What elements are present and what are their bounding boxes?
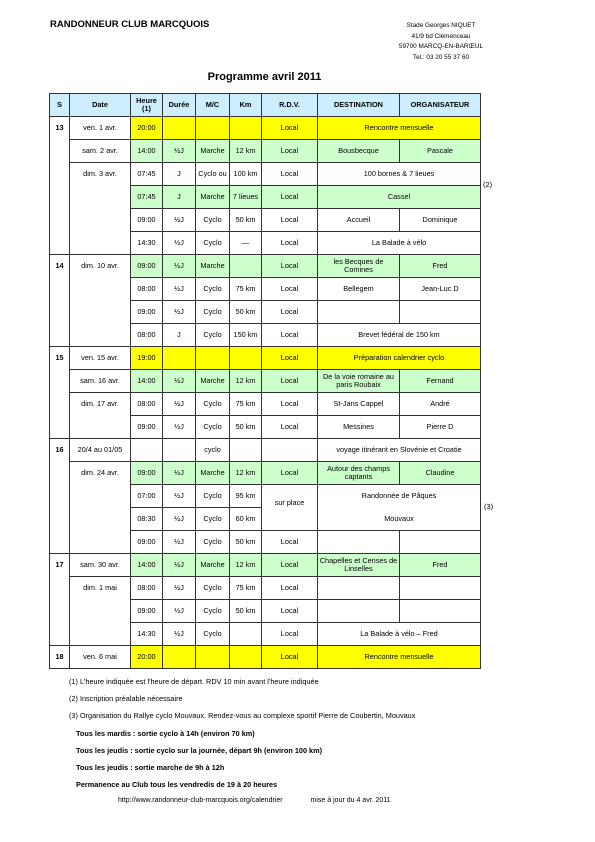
km-cell: 150 km (230, 324, 262, 347)
table-row (50, 623, 481, 646)
rdv-cell: Local (262, 278, 318, 301)
km-cell: 75 km (230, 393, 262, 416)
km-cell (230, 347, 262, 370)
mc-cell: Cyclo (196, 209, 230, 232)
date-cell: dim. 1 mai (70, 577, 131, 600)
rdv-cell: Local (262, 577, 318, 600)
mc-cell (196, 646, 230, 669)
table-row (50, 117, 481, 140)
organiser-cell (400, 600, 481, 623)
address-line: 59700 MARCQ-EN-BARŒUL (398, 43, 484, 50)
col-header: Date (70, 94, 131, 117)
rdv-cell: Local (262, 600, 318, 623)
week-cell (50, 278, 70, 301)
heure-cell (131, 439, 163, 462)
km-cell: 100 km (230, 163, 262, 186)
week-cell (50, 531, 70, 554)
organiser-cell: Pierre D (400, 416, 481, 439)
col-header: ORGANISATEUR (400, 94, 481, 117)
heure-cell: 08:30 (131, 508, 163, 531)
footnote: (2) Inscription préalable nécessaire (69, 694, 183, 703)
mc-cell: Cyclo ou (196, 163, 230, 186)
table-row (50, 186, 481, 209)
col-header: M/C (196, 94, 230, 117)
heure-cell: 19:00 (131, 347, 163, 370)
duree-cell: ½J (163, 485, 196, 508)
heure-cell: 08:00 (131, 324, 163, 347)
footer (118, 797, 417, 804)
duree-cell: ½J (163, 301, 196, 324)
mc-cell (196, 347, 230, 370)
rdv-cell: Local (262, 370, 318, 393)
table-row (50, 600, 481, 623)
week-cell (50, 393, 70, 416)
heure-cell: 09:00 (131, 255, 163, 278)
week-cell (50, 186, 70, 209)
week-cell: 17 (50, 554, 70, 577)
table-row (50, 301, 481, 324)
destination-cell: Accueil (318, 209, 400, 232)
week-cell (50, 370, 70, 393)
km-cell: 75 km (230, 278, 262, 301)
organiser-cell: Dominique (400, 209, 481, 232)
table-row (50, 393, 481, 416)
duree-cell: ½J (163, 462, 196, 485)
mc-cell: Marche (196, 255, 230, 278)
duree-cell: J (163, 324, 196, 347)
destination-cell: Mouvaux (318, 508, 481, 531)
mc-cell: Cyclo (196, 393, 230, 416)
week-cell (50, 140, 70, 163)
km-cell: 75 km (230, 577, 262, 600)
km-cell: — (230, 232, 262, 255)
km-cell (230, 439, 262, 462)
duree-cell: ½J (163, 278, 196, 301)
rdv-cell: Local (262, 646, 318, 669)
km-cell: 12 km (230, 462, 262, 485)
mc-cell: Cyclo (196, 485, 230, 508)
organiser-cell: André (400, 393, 481, 416)
duree-cell (163, 117, 196, 140)
table-header-row (50, 94, 481, 117)
heure-cell: 08:00 (131, 278, 163, 301)
programme-table (49, 93, 481, 669)
duree-cell: ½J (163, 232, 196, 255)
mc-cell: Cyclo (196, 508, 230, 531)
col-header: Km (230, 94, 262, 117)
mc-cell: Cyclo (196, 416, 230, 439)
rdv-cell: Local (262, 117, 318, 140)
address-line: Stade Georges NIQUET (406, 22, 476, 29)
schedule-line: Tous les jeudis : sortie marche de 9h à 12h (76, 763, 225, 772)
week-cell: 15 (50, 347, 70, 370)
table-row (50, 163, 481, 186)
week-cell (50, 232, 70, 255)
destination-cell (318, 577, 400, 600)
col-header: S (50, 94, 70, 117)
rdv-cell (262, 439, 318, 462)
mc-cell: Cyclo (196, 278, 230, 301)
col-header: Heure (1) (131, 94, 163, 117)
duree-cell (163, 439, 196, 462)
heure-cell: 09:00 (131, 531, 163, 554)
date-cell (70, 324, 131, 347)
date-cell (70, 232, 131, 255)
update-date: mise à jour du 4 avr. 2011 (310, 797, 391, 804)
side-note: (2) (483, 180, 493, 189)
table-row (50, 646, 481, 669)
week-cell (50, 209, 70, 232)
destination-cell: 100 bornes & 7 lieues (318, 163, 481, 186)
rdv-cell: Local (262, 186, 318, 209)
destination-cell: Autour des champs captants (318, 462, 400, 485)
destination-cell: Cassel (318, 186, 481, 209)
heure-cell: 07:00 (131, 485, 163, 508)
mc-cell: Marche (196, 554, 230, 577)
table-row (50, 255, 481, 278)
duree-cell: ½J (163, 531, 196, 554)
date-cell (70, 531, 131, 554)
duree-cell: ½J (163, 623, 196, 646)
heure-cell: 14:30 (131, 232, 163, 255)
km-cell: 12 km (230, 554, 262, 577)
rdv-cell: Local (262, 255, 318, 278)
km-cell: 50 km (230, 209, 262, 232)
destination-cell: Chapelles et Censes de Linselles (318, 554, 400, 577)
page-title: Programme avril 2011 (207, 71, 322, 83)
weekly-schedule (76, 725, 322, 793)
club-address (366, 21, 516, 63)
organiser-cell: Claudine (400, 462, 481, 485)
destination-cell: St-Jans Cappel (318, 393, 400, 416)
organiser-cell (400, 577, 481, 600)
mc-cell: Cyclo (196, 531, 230, 554)
date-cell: sam. 2 avr. (70, 140, 131, 163)
km-cell: 7 lieues (230, 186, 262, 209)
address-line: Tel.: 03 20 55 37 60 (412, 53, 470, 61)
heure-cell: 09:00 (131, 600, 163, 623)
mc-cell: Marche (196, 140, 230, 163)
date-cell: sam. 16 avr. (70, 370, 131, 393)
destination-cell: Bousbecque (318, 140, 400, 163)
km-cell: 50 km (230, 600, 262, 623)
km-cell: 50 km (230, 416, 262, 439)
table-row (50, 278, 481, 301)
date-cell: sam. 30 avr. (70, 554, 131, 577)
week-cell (50, 301, 70, 324)
organiser-cell (400, 531, 481, 554)
table-row (50, 577, 481, 600)
website-link[interactable]: http://www.randonneur-club-marcquois.org/calendrier (118, 797, 283, 804)
week-cell (50, 600, 70, 623)
date-cell (70, 301, 131, 324)
heure-cell: 20:00 (131, 117, 163, 140)
km-cell (230, 646, 262, 669)
organiser-cell: Fred (400, 554, 481, 577)
schedule-line: Tous les mardis : sortie cyclo à 14h (environ 70 km) (76, 729, 255, 738)
heure-cell: 08:00 (131, 393, 163, 416)
heure-cell: 14:00 (131, 140, 163, 163)
date-cell: ven. 15 avr. (70, 347, 131, 370)
duree-cell (163, 347, 196, 370)
duree-cell (163, 646, 196, 669)
rdv-cell: Local (262, 623, 318, 646)
week-cell (50, 508, 70, 531)
week-cell (50, 462, 70, 485)
organiser-cell: Fernand (400, 370, 481, 393)
heure-cell: 09:00 (131, 209, 163, 232)
week-cell: 13 (50, 117, 70, 140)
duree-cell: ½J (163, 209, 196, 232)
heure-cell: 08:00 (131, 577, 163, 600)
organiser-cell (400, 301, 481, 324)
mc-cell: Cyclo (196, 324, 230, 347)
destination-cell: La Balade à vélo – Fred (318, 623, 481, 646)
table-row (50, 232, 481, 255)
address-line: 41/9 bd Clémenceau (411, 32, 471, 40)
km-cell: 95 km (230, 485, 262, 508)
km-cell: 50 km (230, 531, 262, 554)
rdv-cell: Local (262, 209, 318, 232)
week-cell (50, 623, 70, 646)
organiser-cell: Jean-Luc D (400, 278, 481, 301)
rdv-cell: Local (262, 301, 318, 324)
duree-cell: ½J (163, 393, 196, 416)
mc-cell: Cyclo (196, 301, 230, 324)
destination-cell: Randonnée de Pâques (318, 485, 481, 508)
rdv-cell: Local (262, 462, 318, 485)
col-header: DESTINATION (318, 94, 400, 117)
date-cell (70, 600, 131, 623)
rdv-cell: sur place (262, 485, 318, 508)
duree-cell: J (163, 163, 196, 186)
date-cell: ven. 6 mai (70, 646, 131, 669)
duree-cell: ½J (163, 577, 196, 600)
km-cell (230, 623, 262, 646)
date-cell (70, 278, 131, 301)
mc-cell: Cyclo (196, 232, 230, 255)
mc-cell: Cyclo (196, 623, 230, 646)
km-cell: 12 km (230, 140, 262, 163)
duree-cell: ½J (163, 140, 196, 163)
mc-cell: Marche (196, 186, 230, 209)
rdv-cell: Local (262, 347, 318, 370)
date-cell: dim. 24 avr. (70, 462, 131, 485)
table-row (50, 140, 481, 163)
table-row (50, 462, 481, 485)
rdv-cell: Local (262, 416, 318, 439)
table-row (50, 416, 481, 439)
week-cell: 18 (50, 646, 70, 669)
duree-cell: ½J (163, 600, 196, 623)
week-cell (50, 163, 70, 186)
schedule-line: Tous les jeudis : sortie cyclo sur la journée, départ 9h (environ 100 km) (76, 746, 323, 755)
table-row (50, 209, 481, 232)
heure-cell: 09:00 (131, 301, 163, 324)
organiser-cell: Pascale (400, 140, 481, 163)
destination-cell: Rencontre mensuelle (318, 117, 481, 140)
week-cell: 14 (50, 255, 70, 278)
col-header: Durée (163, 94, 196, 117)
footnotes (69, 673, 415, 724)
destination-cell: les Becques de Comines (318, 255, 400, 278)
heure-cell: 09:00 (131, 416, 163, 439)
week-cell (50, 324, 70, 347)
footnote: (3) Organisation du Rallye cyclo Mouvaux. Rendez-vous au complexe sportif Pierre de Coubertin, Mouvaux (69, 711, 416, 720)
date-cell (70, 186, 131, 209)
heure-cell: 14:30 (131, 623, 163, 646)
destination-cell: Messines (318, 416, 400, 439)
destination-cell: Brevet fédéral de 150 km (318, 324, 481, 347)
heure-cell: 14:00 (131, 370, 163, 393)
rdv-cell: Local (262, 324, 318, 347)
rdv-cell: Local (262, 531, 318, 554)
destination-cell: Préparation calendrier cyclo (318, 347, 481, 370)
destination-cell: Bellegem (318, 278, 400, 301)
date-cell: 20/4 au 01/05 (70, 439, 131, 462)
date-cell (70, 209, 131, 232)
destination-cell: Rencontre mensuelle (318, 646, 481, 669)
date-cell (70, 485, 131, 508)
rdv-cell: Local (262, 554, 318, 577)
date-cell: dim. 3 avr. (70, 163, 131, 186)
table-row (50, 370, 481, 393)
duree-cell: ½J (163, 370, 196, 393)
table-row (50, 324, 481, 347)
mc-cell (196, 117, 230, 140)
schedule-line: Permanence au Club tous les vendredis de 19 à 20 heures (76, 780, 278, 789)
destination-cell: De la voie romaine au paris Roubaix (318, 370, 400, 393)
mc-cell: Marche (196, 370, 230, 393)
rdv-cell (262, 508, 318, 531)
date-cell: dim. 17 avr. (70, 393, 131, 416)
km-cell: 12 km (230, 370, 262, 393)
rdv-cell: Local (262, 140, 318, 163)
week-cell (50, 577, 70, 600)
club-name: RANDONNEUR CLUB MARCQUOIS (50, 19, 210, 30)
km-cell: 50 km (230, 301, 262, 324)
side-note: (3) (484, 502, 494, 511)
duree-cell: ½J (163, 508, 196, 531)
heure-cell: 20:00 (131, 646, 163, 669)
col-header: R.D.V. (262, 94, 318, 117)
mc-cell: Cyclo (196, 577, 230, 600)
table-row (50, 531, 481, 554)
table-row (50, 439, 481, 462)
table-row (50, 347, 481, 370)
week-cell (50, 416, 70, 439)
mc-cell: Marche (196, 462, 230, 485)
rdv-cell: Local (262, 163, 318, 186)
mc-cell: cyclo (196, 439, 230, 462)
destination-cell (318, 301, 400, 324)
km-cell: 60 km (230, 508, 262, 531)
table-row (50, 485, 481, 508)
date-cell (70, 416, 131, 439)
heure-cell: 14:00 (131, 554, 163, 577)
date-cell (70, 623, 131, 646)
km-cell (230, 117, 262, 140)
date-cell: ven. 1 avr. (70, 117, 131, 140)
km-cell (230, 255, 262, 278)
destination-cell (318, 531, 400, 554)
destination-cell: voyage itinérant en Slovénie et Croatie (318, 439, 481, 462)
heure-cell: 07:45 (131, 163, 163, 186)
table-row (50, 554, 481, 577)
destination-cell: La Balade à vélo (318, 232, 481, 255)
table-row (50, 508, 481, 531)
heure-cell: 07:45 (131, 186, 163, 209)
duree-cell: J (163, 186, 196, 209)
rdv-cell: Local (262, 393, 318, 416)
duree-cell: ½J (163, 554, 196, 577)
organiser-cell: Fred (400, 255, 481, 278)
heure-cell: 09:00 (131, 462, 163, 485)
footnote: (1) L'heure indiquée est l'heure de départ. RDV 10 min avant l'heure indiquée (69, 677, 319, 686)
week-cell: 16 (50, 439, 70, 462)
week-cell (50, 485, 70, 508)
duree-cell: ½J (163, 255, 196, 278)
date-cell (70, 508, 131, 531)
destination-cell (318, 600, 400, 623)
rdv-cell: Local (262, 232, 318, 255)
mc-cell: Cyclo (196, 600, 230, 623)
duree-cell: ½J (163, 416, 196, 439)
date-cell: dim. 10 avr. (70, 255, 131, 278)
